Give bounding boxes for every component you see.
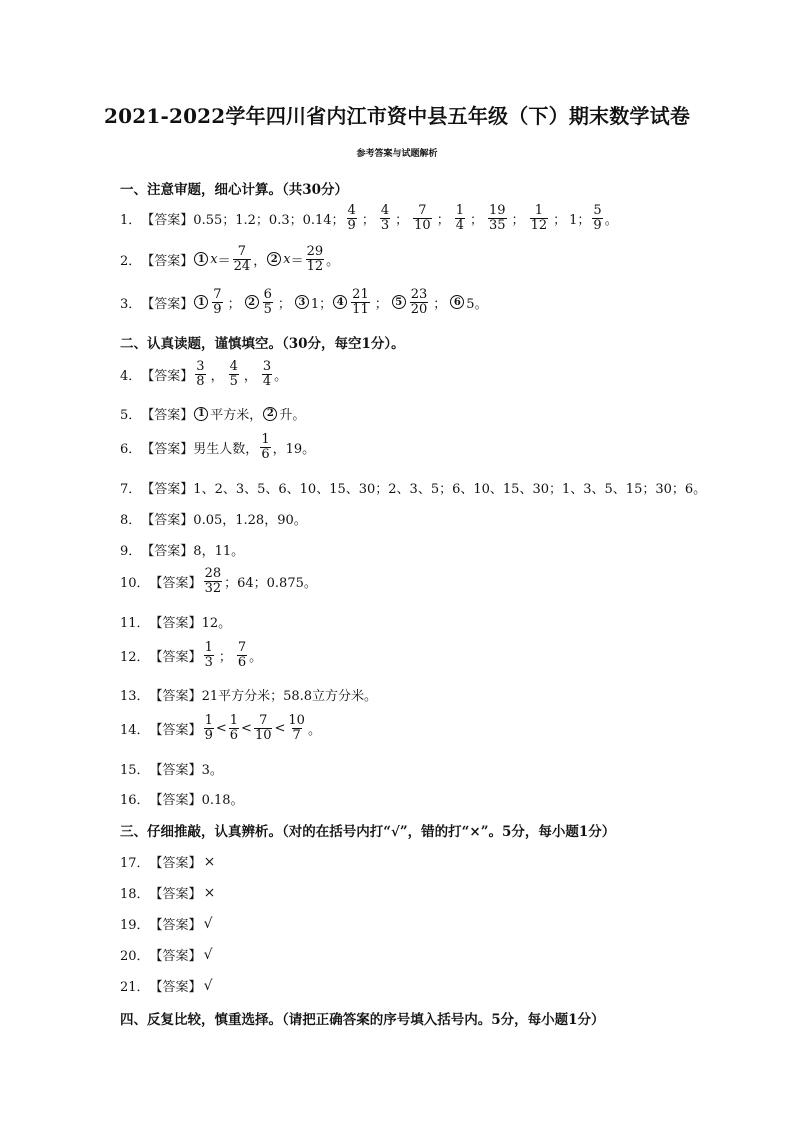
variable: x bbox=[210, 251, 218, 267]
equals-sign: ＝ bbox=[217, 253, 231, 269]
answer-row-18 bbox=[120, 883, 734, 902]
answer-text: 平方米， bbox=[210, 408, 263, 423]
answer-row-17 bbox=[120, 852, 734, 871]
section-heading-4: 四、反复比较，慎重选择。（请把正确答案的序号填入括号内。5分，每小题1分） bbox=[120, 1012, 605, 1028]
less-than-sign: < bbox=[274, 720, 286, 736]
answer-row-16 bbox=[120, 789, 734, 808]
answer-row-12: 12． 【答案】 $\frac{1}{3}$ ； $\frac{7}{6}$ 。 bbox=[120, 640, 263, 670]
answer-tag: 【答案】 bbox=[149, 575, 202, 591]
fraction: $\frac{7}{9}$ bbox=[213, 287, 222, 317]
fraction: $\frac{4}{5}$ bbox=[229, 359, 238, 389]
question-number: 7． bbox=[120, 482, 142, 497]
answer-tag: 【答案】 bbox=[149, 887, 202, 902]
question-number: 9． bbox=[120, 544, 142, 559]
answer-tag: 【答案】 bbox=[141, 212, 194, 228]
answer-text: 1； bbox=[310, 296, 333, 312]
answer-row-5 bbox=[120, 404, 734, 423]
answer-tag: 【答案】 bbox=[149, 949, 202, 964]
answer-text: 8，11。 bbox=[193, 544, 245, 559]
question-number: 6． bbox=[120, 441, 142, 457]
answer-text: 0.55；1.2；0.3；0.14； bbox=[193, 212, 345, 228]
answer-tag: 【答案】 bbox=[149, 689, 202, 704]
question-number: 15． bbox=[120, 763, 150, 778]
answer-row-4: 4． 【答案】 $\frac{3}{8}$ ， $\frac{4}{5}$ ， $\frac{3}{4}$ 。 bbox=[120, 359, 288, 389]
less-than-sign: < bbox=[241, 720, 252, 736]
answer-text: ，19。 bbox=[272, 441, 316, 457]
section-heading-2: 二、认真读题，谨慎填空。（30分，每空1分）。 bbox=[120, 336, 405, 352]
answer-tag: 【答案】 bbox=[149, 763, 202, 778]
question-number: 11． bbox=[120, 616, 150, 631]
punctuation: 。 bbox=[274, 368, 288, 384]
answer-text: 3。 bbox=[201, 763, 223, 778]
answer-tag: 【答案】 bbox=[141, 296, 194, 312]
answer-tag: 【答案】 bbox=[141, 408, 194, 423]
answer-row-11 bbox=[120, 612, 734, 631]
fraction: $\frac{1}{4}$ bbox=[455, 203, 464, 233]
question-number: 8． bbox=[120, 513, 142, 528]
answer-row-7 bbox=[120, 478, 734, 497]
fraction: $\frac{7}{10}$ bbox=[254, 713, 272, 743]
fraction: $\frac{1}{12}$ bbox=[530, 203, 548, 233]
question-number: 4． bbox=[120, 368, 142, 384]
circled-number: 6 bbox=[450, 295, 464, 309]
answer-row-8 bbox=[120, 509, 734, 528]
variable: x bbox=[283, 251, 291, 267]
answer-tag: 【答案】 bbox=[141, 544, 194, 559]
question-number: 13． bbox=[120, 689, 150, 704]
answer-tag: 【答案】 bbox=[149, 649, 202, 665]
answer-row-21 bbox=[120, 976, 734, 995]
answer-text: 升。 bbox=[279, 408, 306, 423]
answer-text: 21平方分米；58.8立方分米。 bbox=[201, 689, 378, 704]
answer-row-3: 3． 【答案】 1 $\frac{7}{9}$ ； 2 $\frac{6}{5}$ ； 3 1； 4 $\frac{21}{11}$ ； 5 $\frac{23}{20}$ ； 6 5。 bbox=[120, 287, 488, 317]
answer-row-19 bbox=[120, 914, 734, 933]
fraction: $\frac{29}{12}$ bbox=[306, 244, 324, 274]
fraction: $\frac{1}{3}$ bbox=[204, 640, 213, 670]
less-than-sign: < bbox=[215, 720, 227, 736]
section-heading-3: 三、仔细推敲，认真辨析。（对的在括号内打“√”，错的打“×”。5分，每小题1分） bbox=[120, 824, 616, 840]
question-number: 12． bbox=[120, 649, 150, 665]
answer-text: 1； bbox=[569, 212, 591, 228]
check-mark-icon: √ bbox=[203, 977, 213, 994]
fraction: $\frac{19}{35}$ bbox=[489, 203, 506, 233]
question-number: 2． bbox=[120, 253, 142, 269]
fraction: $\frac{10}{7}$ bbox=[288, 713, 305, 743]
circled-number: 1 bbox=[194, 252, 208, 266]
fraction: $\frac{4}{9}$ bbox=[347, 203, 356, 233]
answer-row-6 bbox=[120, 433, 734, 461]
cross-mark-icon: × bbox=[203, 884, 216, 901]
answer-tag: 【答案】 bbox=[149, 980, 202, 995]
fraction: $\frac{23}{20}$ bbox=[410, 287, 428, 317]
equals-sign: ＝ bbox=[290, 253, 304, 269]
fraction: $\frac{1}{9}$ bbox=[204, 713, 213, 743]
question-number: 14． bbox=[120, 722, 150, 738]
fraction: $\frac{5}{9}$ bbox=[593, 203, 602, 233]
circled-number: 3 bbox=[295, 295, 309, 309]
circled-number: 5 bbox=[392, 295, 406, 309]
answer-row-13 bbox=[120, 685, 734, 704]
check-mark-icon: √ bbox=[203, 915, 213, 932]
punctuation: ， bbox=[253, 253, 267, 269]
question-number: 17． bbox=[120, 856, 150, 871]
section-heading-1: 一、注意审题，细心计算。（共30分） bbox=[120, 182, 349, 198]
answer-text: 0.18。 bbox=[201, 793, 244, 808]
circled-number: 2 bbox=[245, 295, 259, 309]
fraction: $\frac{21}{11}$ bbox=[352, 287, 369, 317]
answer-tag: 【答案】 bbox=[141, 513, 194, 528]
answer-text: 0.05，1.28，90。 bbox=[193, 513, 307, 528]
circled-number: 4 bbox=[333, 295, 347, 309]
answer-tag: 【答案】 bbox=[141, 368, 194, 384]
fraction: $\frac{3}{8}$ bbox=[196, 359, 205, 389]
answer-row-14 bbox=[120, 714, 734, 742]
answer-row-2 bbox=[120, 245, 734, 273]
fraction: $\frac{1}{6}$ bbox=[261, 432, 270, 462]
answer-tag: 【答案】 bbox=[149, 856, 202, 871]
answer-tag: 【答案】 bbox=[149, 918, 202, 933]
fraction: $\frac{7}{10}$ bbox=[414, 203, 431, 233]
answer-text: 5。 bbox=[466, 296, 488, 312]
answer-tag: 【答案】 bbox=[141, 253, 194, 269]
question-number: 5． bbox=[120, 408, 142, 423]
answer-row-15 bbox=[120, 759, 734, 778]
answer-row-20 bbox=[120, 945, 734, 964]
answer-text: 男生人数， bbox=[193, 441, 259, 457]
question-number: 16． bbox=[120, 793, 150, 808]
answer-tag: 【答案】 bbox=[149, 616, 202, 631]
circled-number: 1 bbox=[194, 295, 208, 309]
answer-row-10 bbox=[120, 567, 734, 595]
fraction: $\frac{7}{6}$ bbox=[237, 640, 247, 670]
question-number: 19． bbox=[120, 918, 150, 933]
question-number: 20． bbox=[120, 949, 150, 964]
answer-tag: 【答案】 bbox=[149, 793, 202, 808]
fraction: $\frac{3}{4}$ bbox=[262, 359, 272, 389]
fraction: $\frac{6}{5}$ bbox=[263, 287, 272, 317]
answer-row-1: 1． 【答案】 0.55；1.2；0.3；0.14； $\frac{4}{9}$ ； $\frac{4}{3}$ ； $\frac{7}{10}$ ； $\frac{1}{4}$ ； $\frac{19}{35}$ ； $\frac{1}{12}$ ； 1； $\frac{5}{9}$ 。 bbox=[120, 203, 618, 233]
question-number: 10． bbox=[120, 575, 150, 591]
page-subtitle: 参考答案与试题解析 bbox=[356, 149, 438, 159]
answer-text: 12。 bbox=[201, 616, 232, 631]
circled-number: 1 bbox=[194, 407, 208, 421]
answer-text: 1、2、3、5、6、10、15、30；2、3、5；6、10、15、30；1、3、5、15；30；6。 bbox=[193, 482, 707, 497]
answer-tag: 【答案】 bbox=[149, 722, 202, 738]
question-number: 3． bbox=[120, 296, 142, 312]
punctuation: 。 bbox=[326, 253, 340, 269]
punctuation: 。 bbox=[307, 722, 321, 738]
circled-number: 2 bbox=[267, 252, 281, 266]
cross-mark-icon: × bbox=[203, 853, 216, 870]
answer-tag: 【答案】 bbox=[141, 482, 194, 497]
punctuation: 。 bbox=[249, 649, 263, 665]
check-mark-icon: √ bbox=[203, 946, 213, 963]
fraction: $\frac{4}{3}$ bbox=[380, 203, 390, 233]
fraction: $\frac{28}{32}$ bbox=[204, 566, 222, 596]
punctuation: 。 bbox=[604, 212, 618, 228]
question-number: 18． bbox=[120, 887, 150, 902]
fraction: $\frac{7}{24}$ bbox=[233, 244, 251, 274]
page-title: 2021-2022学年四川省内江市资中县五年级（下）期末数学试卷 bbox=[103, 104, 691, 128]
answer-row-9 bbox=[120, 540, 734, 559]
question-number: 21． bbox=[120, 980, 150, 995]
answer-text: ；64；0.875。 bbox=[224, 575, 317, 591]
answer-tag: 【答案】 bbox=[141, 441, 194, 457]
fraction: $\frac{1}{6}$ bbox=[229, 713, 239, 743]
question-number: 1． bbox=[120, 212, 142, 228]
circled-number: 2 bbox=[263, 407, 277, 421]
